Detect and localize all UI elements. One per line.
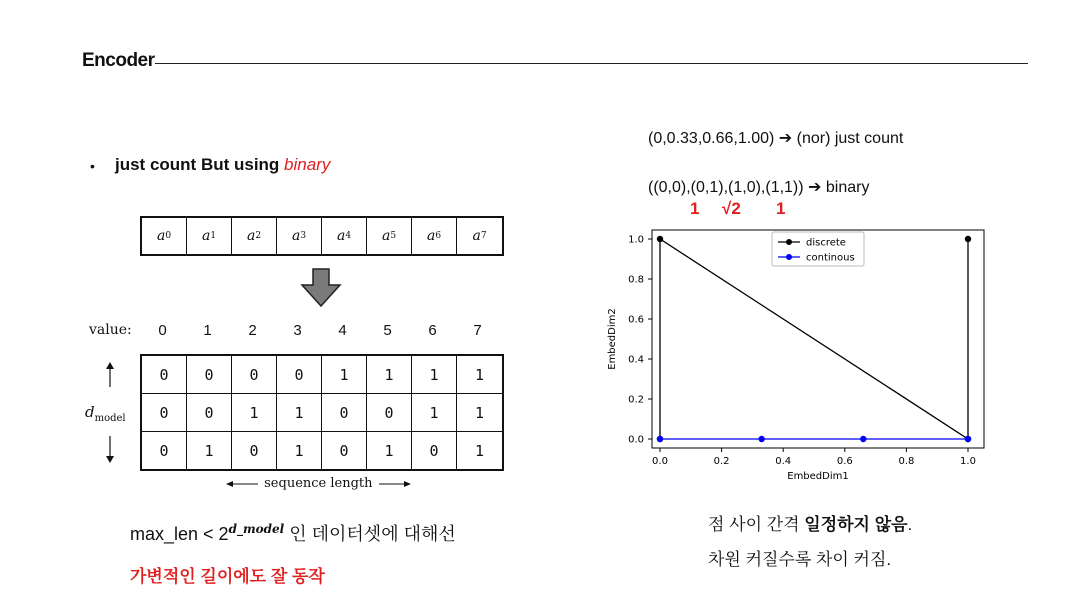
value-number: 0: [158, 322, 167, 339]
continuous-encoding-line: (0,0.33,0.66,1.00) ➔ (nor) just count: [648, 130, 904, 147]
legend-label: discrete: [806, 237, 846, 249]
bit-cell: 0: [232, 432, 277, 469]
value-row: [140, 322, 500, 339]
value-number: 5: [383, 322, 392, 339]
bit-cell: 1: [277, 394, 322, 431]
sequence-cell: a 2: [232, 218, 277, 254]
arrow-down-icon: [104, 436, 116, 464]
page-title: Encoder: [82, 50, 155, 71]
variable-length-note: 가변적인 길이에도 잘 동작: [130, 567, 325, 586]
sequence-cell: a 3: [277, 218, 322, 254]
maxlen-statement: max_len < $2^{d\_model}$ 인 데이터셋에 대해선: [130, 522, 456, 544]
distance-label: √2: [722, 199, 741, 218]
x-tick-label: 0.6: [836, 456, 853, 467]
value-number: 7: [473, 322, 482, 339]
bit-cell: 1: [232, 394, 277, 431]
arrow-right-icon: [377, 479, 411, 489]
bit-cell: 0: [277, 356, 322, 393]
bit-cell: 0: [412, 432, 457, 469]
legend-marker: [786, 254, 792, 260]
data-point: [657, 236, 663, 242]
note-line-2: 차원 커질수록 차이 커짐.: [708, 550, 892, 569]
bit-cell: 0: [187, 356, 232, 393]
bit-cell: 1: [187, 432, 232, 469]
value-number: 6: [428, 322, 437, 339]
bit-cell: 0: [322, 394, 367, 431]
arrow-left-icon: [226, 479, 260, 489]
data-point: [860, 436, 866, 442]
value-number: 2: [248, 322, 257, 339]
bit-cell: 1: [474, 365, 485, 384]
bit-cell: 1: [322, 356, 367, 393]
bit-cell: 0: [367, 394, 412, 431]
bit-cell: 1: [367, 356, 412, 393]
y-tick-label: 0.2: [628, 394, 644, 406]
x-tick-label: 0.0: [652, 456, 668, 467]
value-label: value:: [89, 322, 132, 338]
sequence-length-axis: [226, 476, 411, 491]
sequence-cell: a 0: [142, 218, 187, 254]
legend-marker: [786, 239, 792, 245]
x-tick-label: 0.2: [713, 456, 730, 467]
series-line: [660, 239, 968, 439]
bit-cell: 1: [474, 441, 485, 460]
sequence-length-label: sequence length: [264, 476, 373, 491]
bit-cell: 1: [474, 403, 485, 422]
sequence-cell: a 1: [187, 218, 232, 254]
bit-cell: 0: [187, 394, 232, 431]
down-arrow-icon: [300, 268, 342, 308]
bit-cell: 1: [367, 432, 412, 469]
bit-cell: 0: [142, 356, 187, 393]
bullet-line: [115, 155, 330, 175]
y-axis-label: EmbedDim2: [607, 308, 618, 370]
distance-label: 1: [690, 199, 700, 218]
x-tick-label: 0.4: [775, 456, 792, 467]
embedding-chart: [600, 218, 1000, 488]
sequence-cell: a 7: [472, 228, 487, 244]
value-number: 1: [203, 322, 212, 339]
binary-encoding-line: ((0,0),(0,1),(1,0),(1,1)) ➔ binary: [648, 179, 870, 196]
table-row: [142, 432, 502, 469]
bit-cell: 0: [322, 432, 367, 469]
distance-label: 1: [776, 199, 786, 218]
value-number: 4: [338, 322, 347, 339]
sequence-cell: a 6: [412, 218, 457, 254]
bit-cell: 0: [142, 432, 187, 469]
bullet-symbol: •: [90, 158, 95, 174]
table-row: [142, 356, 502, 394]
bit-cell: 1: [412, 394, 457, 431]
dmodel-label: $d_{model}$: [85, 403, 126, 424]
arrow-up-icon: [104, 362, 116, 388]
legend-label: continous: [806, 252, 855, 264]
x-tick-label: 0.8: [898, 456, 915, 467]
sequence-cell: a 4: [322, 218, 367, 254]
bullet-text: just count But using: [115, 155, 285, 174]
x-tick-label: 1.0: [960, 456, 976, 467]
value-number: 3: [293, 322, 302, 339]
bullet-emphasis: binary: [284, 155, 331, 174]
title-divider: [155, 63, 1028, 64]
data-point: [758, 436, 764, 442]
data-point: [657, 436, 663, 442]
y-tick-label: 1.0: [628, 234, 644, 246]
binary-table: [140, 354, 504, 471]
table-row: [142, 394, 502, 432]
bit-cell: 0: [142, 394, 187, 431]
y-tick-label: 0.6: [628, 314, 644, 326]
sequence-cells: [140, 216, 504, 256]
x-axis-label: EmbedDim1: [787, 471, 849, 482]
note-line-1: 점 사이 간격 일정하지 않음.: [708, 515, 913, 534]
data-point: [965, 236, 971, 242]
bit-cell: 0: [232, 356, 277, 393]
y-tick-label: 0.4: [628, 354, 644, 366]
sequence-cell: a 5: [367, 218, 412, 254]
y-tick-label: 0.8: [628, 274, 644, 286]
data-point: [965, 436, 971, 442]
bit-cell: 1: [412, 356, 457, 393]
y-tick-label: 0.0: [628, 434, 644, 446]
bit-cell: 1: [277, 432, 322, 469]
